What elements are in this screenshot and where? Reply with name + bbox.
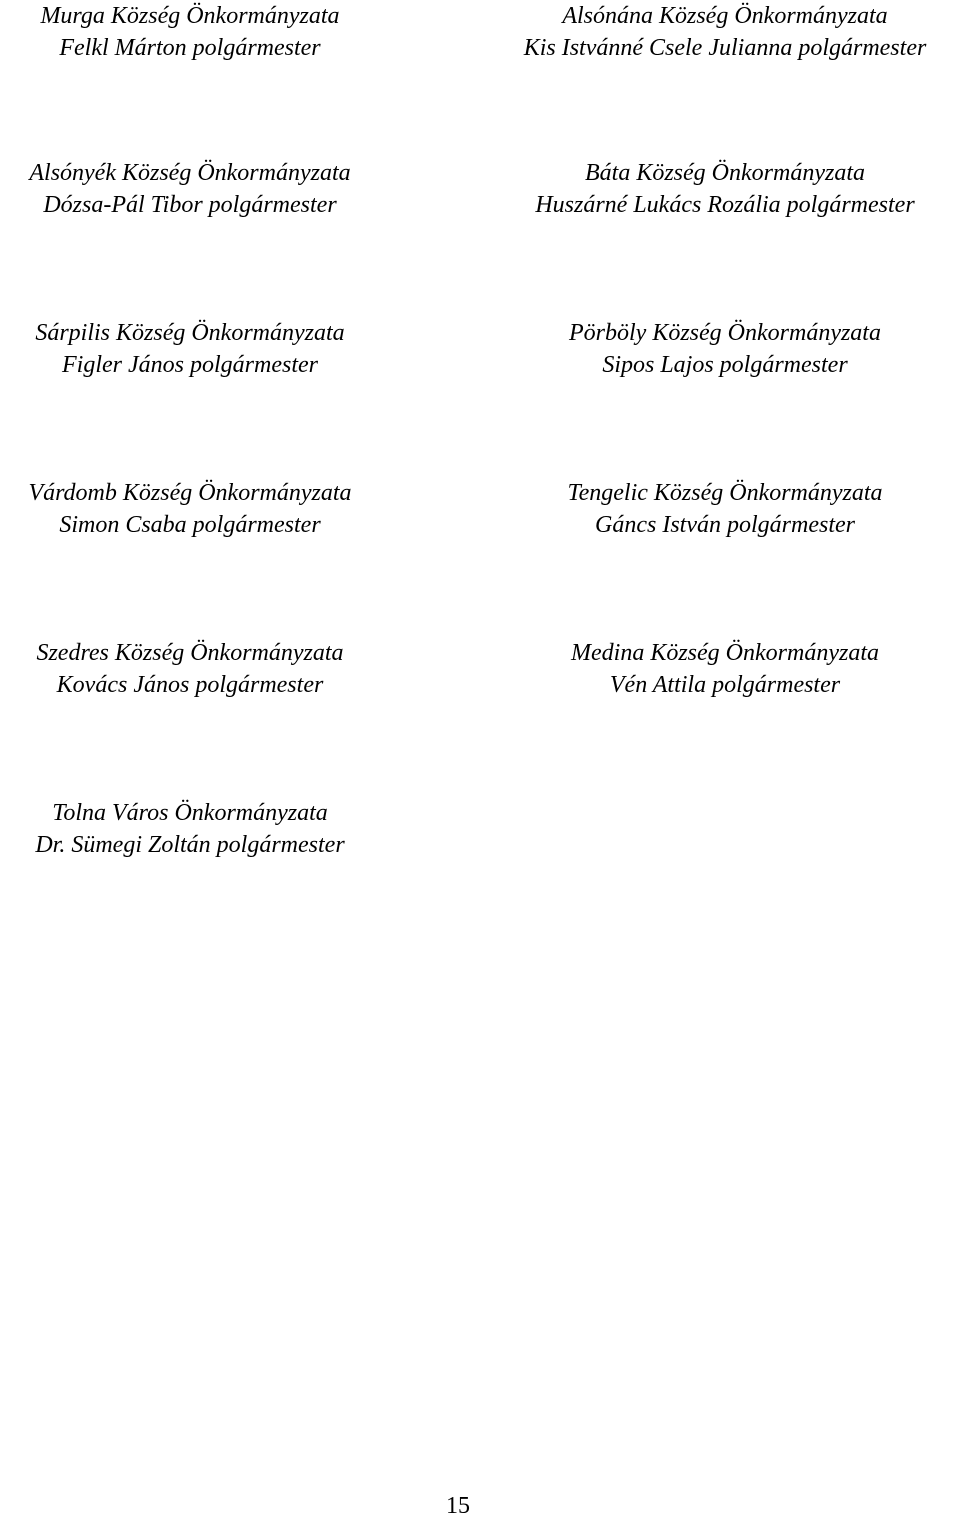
signature-block <box>485 0 960 64</box>
organization-name: Alsónána Község Önkormányzata <box>562 3 888 29</box>
organization-name: Pörböly Község Önkormányzata <box>569 320 881 346</box>
mayor-name: Felkl Márton polgármester <box>59 35 321 61</box>
organization-name: Murga Község Önkormányzata <box>40 3 340 29</box>
mayor-name: Figler János polgármester <box>62 352 318 378</box>
organization-name: Alsónyék Község Önkormányzata <box>29 160 351 186</box>
organization-name: Tolna Város Önkormányzata <box>52 800 328 826</box>
signature-block <box>0 317 380 381</box>
mayor-name: Dózsa-Pál Tibor polgármester <box>43 192 337 218</box>
signature-block <box>0 797 380 861</box>
signature-block <box>0 637 380 701</box>
organization-name: Sárpilis Község Önkormányzata <box>35 320 345 346</box>
organization-name: Medina Község Önkormányzata <box>571 640 879 666</box>
signature-block <box>485 477 960 541</box>
signature-block <box>0 157 380 221</box>
mayor-name: Sipos Lajos polgármester <box>602 352 848 378</box>
signature-block <box>0 477 380 541</box>
mayor-name: Kovács János polgármester <box>56 672 324 698</box>
mayor-name: Huszárné Lukács Rozália polgármester <box>535 192 915 218</box>
mayor-name: Vén Attila polgármester <box>609 672 841 698</box>
organization-name: Tengelic Község Önkormányzata <box>567 480 883 506</box>
mayor-name: Simon Csaba polgármester <box>59 512 321 538</box>
signature-block <box>485 317 960 381</box>
mayor-name: Kis Istvánné Csele Julianna polgármester <box>523 35 927 61</box>
page-number: 15 <box>446 1493 470 1519</box>
mayor-name: Dr. Sümegi Zoltán polgármester <box>35 832 345 858</box>
organization-name: Szedres Község Önkormányzata <box>36 640 344 666</box>
signature-block <box>0 0 380 64</box>
signature-block <box>485 637 960 701</box>
organization-name: Báta Község Önkormányzata <box>585 160 865 186</box>
mayor-name: Gáncs István polgármester <box>595 512 855 538</box>
organization-name: Várdomb Község Önkormányzata <box>28 480 352 506</box>
signature-block <box>485 157 960 221</box>
